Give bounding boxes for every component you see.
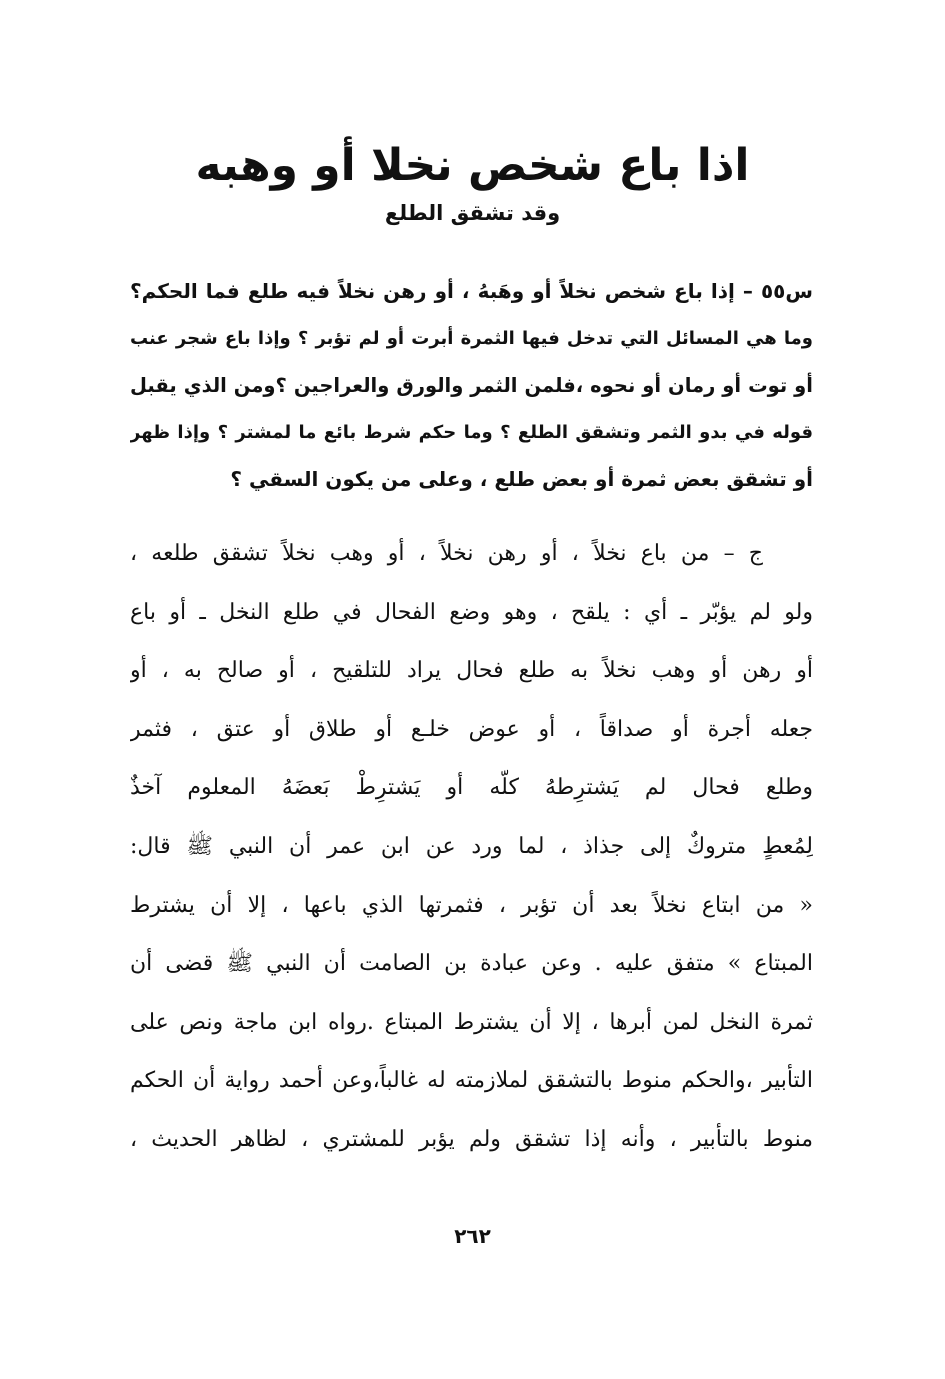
page-subtitle: وقد تشقق الطلع	[384, 201, 561, 225]
page-title: اذا باع شخص نخلا أو وهبه	[195, 140, 750, 191]
answer-line: ثمرة النخل لمن أبرها ، إلا أن يشترط المبتاع .رواه ابن ماجة ونص على	[130, 1009, 813, 1035]
answer-line: منوط بالتأبير ، وأنه إذا تشقق ولم يؤبر للمشتري ، لظاهر الحديث ،	[130, 1126, 813, 1152]
question-line: أو توت أو رمان أو نحوه ،فلمن الثمر والورق والعراجين ؟ومن الذي يقبل	[130, 374, 813, 397]
answer-line: وطلع فحال لم يَشترِطهُ كلّه أو يَشترِطْ بَعضَهُ المعلوم آخذٌ	[130, 775, 813, 801]
page-number: ٢٦٢	[454, 1224, 491, 1248]
answer-line: جعله أجرة أو صداقاً ، أو عوض خلـع أو طلاق أو عتق ، فثمر	[130, 716, 813, 742]
question-line: وما هي المسائل التي تدخل فيها الثمرة أبرت أو لم تؤبر ؟ وإذا باع شجر عنب	[130, 328, 813, 349]
answer-line: المبتاع » متفق عليه . وعن عبادة بن الصامت أن النبي ﷺ قضى أن	[130, 951, 813, 977]
answer-line: أو رهن أو وهب نخلاً به طلع فحال يراد للتلقيح ، أو صالح به ، أو	[130, 658, 813, 684]
answer-line: التأبير ،والحكم منوط بالتشقق لملازمته له غالباً،وعن أحمد رواية أن الحكم	[130, 1068, 813, 1094]
answer-line: ج – من باع نخلاً ، أو رهن نخلاً ، أو وهب نخلاً تشقق طلعه ،	[130, 541, 763, 566]
answer-line: « من ابتاع نخلاً بعد أن تؤبر ، فثمرتها الذي باعها ، إلا أن يشترط	[130, 892, 813, 918]
question-line: س٥٥ – إذا باع شخص نخلاً أو وهَبهُ ، أو رهن نخلاً فيه طلع فما الحكم؟	[130, 279, 813, 303]
answer-paragraph	[130, 525, 813, 1170]
answer-line: ولو لم يؤبّر ـ أي : يلقح ، وهو وضع الفحال في طلع النخل ـ أو باع	[130, 599, 813, 625]
answer-line: لِمُعطٍ متروكٌ إلى جذاذ ، لما ورد عن ابن عمر أن النبي ﷺ قال:	[130, 833, 813, 859]
question-line: قوله في بدو الثمر وتشقق الطلع ؟ وما حكم شرط بائع ما لمشتر ؟ وإذا ظهر	[130, 422, 813, 443]
question-line: أو تشقق بعض ثمرة أو بعض طلع ، وعلى من يكون السقي ؟	[230, 467, 813, 491]
question-paragraph	[130, 268, 813, 503]
